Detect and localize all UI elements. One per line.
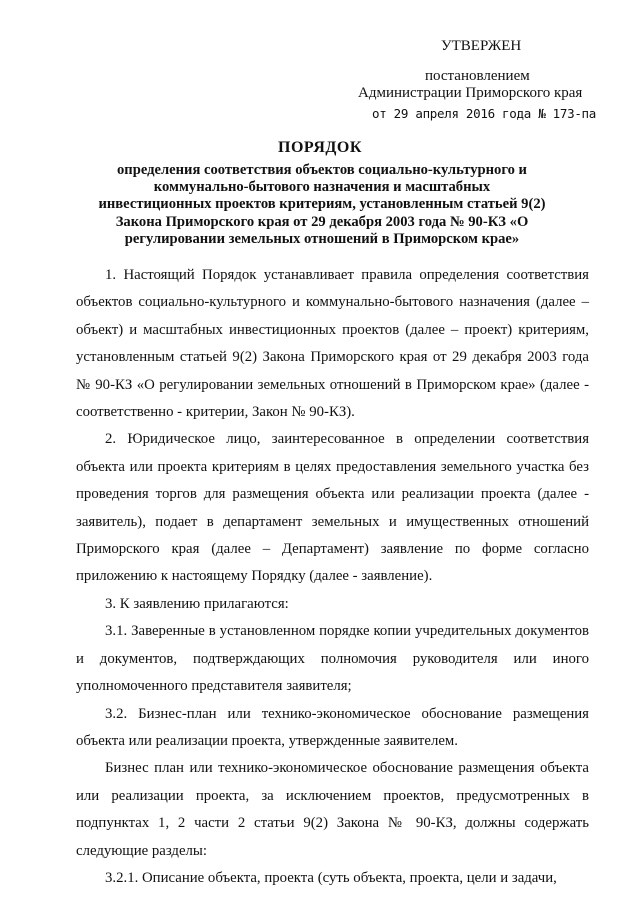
- paragraph-1: 1. Настоящий Порядок устанавливает правила определения соответствия объектов социально-культурного и коммунально-бытового назначения (далее – объект) и масштабных инвестиционных проектов (далее – проект) критериям, установленным статьей 9(2) Закона Приморского края от 29 декабря 2003 года № 90-КЗ «О регулировании земельных отношений в Приморском крае» (далее - соответственно - критерии, Закон № 90-КЗ).: [76, 267, 589, 421]
- paragraph-3-2: 3.2. Бизнес-план или технико-экономическое обоснование размещения объекта или реализации проекта, утвержденные заявителем.: [76, 705, 589, 749]
- approval-stamp-date: от 29 апреля 2016 года № 173-па: [372, 106, 596, 121]
- approval-stamp-title: УТВЕРЖЕН: [441, 38, 522, 54]
- paragraph-business-plan: Бизнес план или технико-экономическое обоснование размещения объекта или реализации проекта, за исключением проектов, предусмотренных в подпунктах 1, 2 части 2 статьи 9(2) Закона № 90-КЗ, должны содержать следующие разделы:: [76, 760, 589, 859]
- document-body: [76, 262, 589, 892]
- paragraph-3: 3. К заявлению прилагаются:: [105, 595, 289, 612]
- document-subtitle: определения соответствия объектов социально-культурного и коммунально-бытового назначения и масштабных инвестиционных проектов критериям, установленным статьей 9(2) Закона Приморского края от 29 декабря 2003 года № 90-КЗ «О регулировании земельных отношений в Приморском крае»: [98, 162, 546, 247]
- approval-stamp-line: постановлением: [425, 68, 530, 84]
- paragraph-3-2-1: 3.2.1. Описание объекта, проекта (суть объекта, проекта, цели и задачи,: [105, 869, 557, 886]
- paragraph-2: 2. Юридическое лицо, заинтересованное в определении соответствия объекта или проекта критериям в целях предоставления земельного участка без проведения торгов для размещения объекта или реализации проекта (далее - заявитель), подает в департамент земельных и имущественных отношений Приморского края (далее – Департамент) заявление по форме согласно приложению к настоящему Порядку (далее - заявление).: [76, 431, 589, 585]
- document-title: ПОРЯДОК: [278, 139, 362, 156]
- paragraph-3-1: 3.1. Заверенные в установленном порядке копии учредительных документов и документов, подтверждающих полномочия руководителя или иного уполномоченного представителя заявителя;: [76, 623, 589, 695]
- approval-stamp-authority: Администрации Приморского края: [358, 85, 583, 101]
